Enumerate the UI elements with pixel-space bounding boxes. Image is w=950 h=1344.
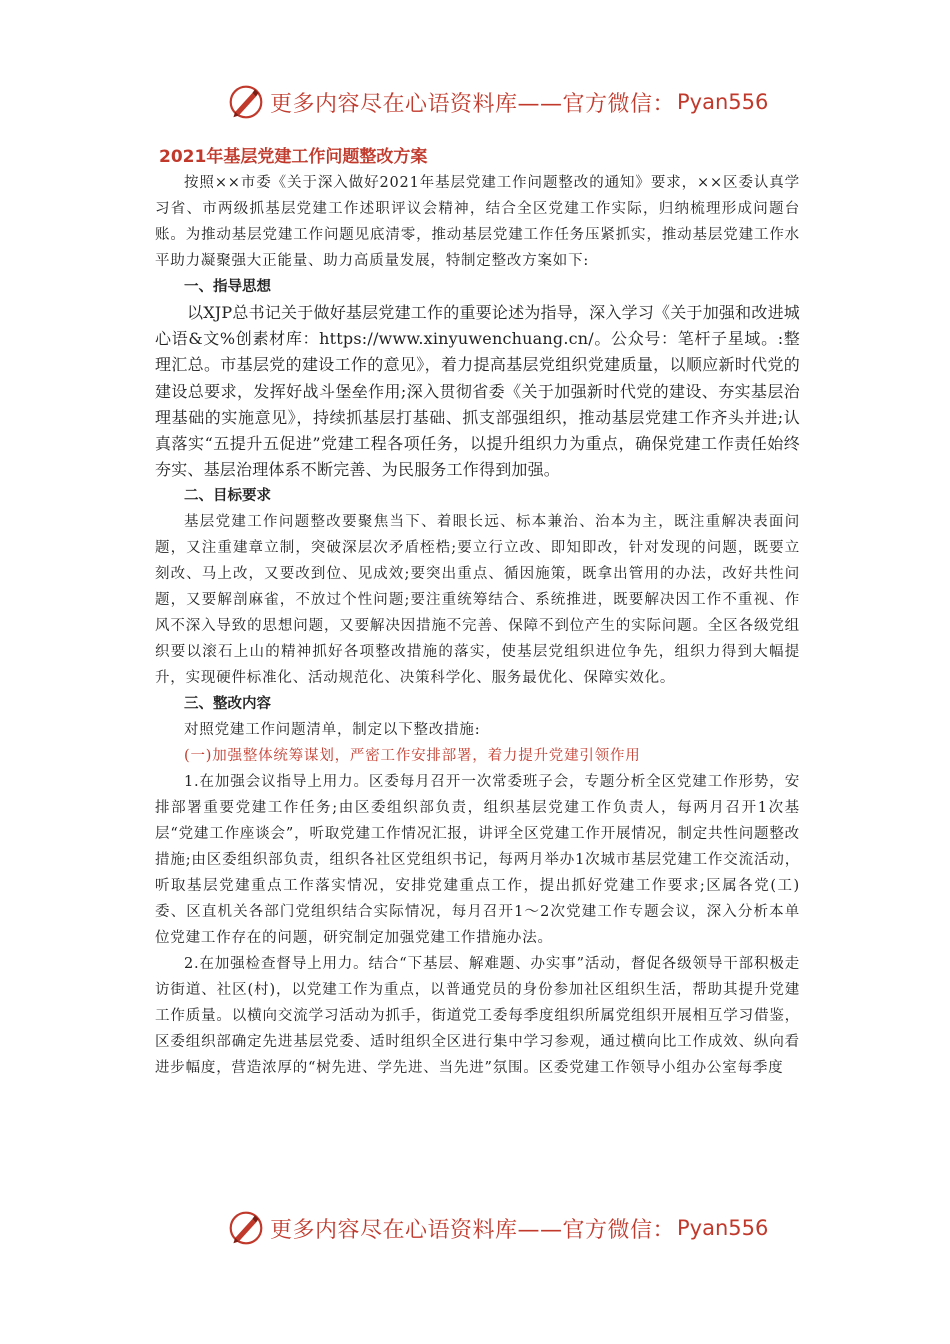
watermark-banner-bottom [228,1208,768,1248]
watermark-wechat-id: Pyan556 [677,90,769,114]
watermark-text: 更多内容尽在心语资料库——官方微信： [270,91,676,117]
measure-item-1: 1.在加强会议指导上用力。区委每月召开一次常委班子会，专题分析全区党建工作形势，安排部署重要党建工作任务;由区委组织部负责，组织基层党建工作负责人，每两月召开1次基层“党建工作座谈会”，听取党建工作情况汇报，讲评全区党建工作开展情况，制定共性问题整改措施;由区委组织部负责，组织各社区党组织书记，每两月举办1次城市基层党建工作交流活动，听取基层党建重点工作落实情况，安排党建重点工作，提出抓好党建工作要求;区属各党(工)委、区直机关各部门党组织结合实际情况，每月召开1～2次党建工作专题会议，深入分析本单位党建工作存在的问题，研究制定加强党建工作措施办法。 [155,774,800,947]
watermark-text: 更多内容尽在心语资料库——官方微信： [270,1217,676,1243]
intro-paragraph: 按照××市委《关于深入做好2021年基层党建工作问题整改的通知》要求，××区委认真学习省、市两级抓基层党建工作述职评议会精神，结合全区党建工作实际，归纳梳理形成问题台账。为推动基层党建工作问题见底清零，推动基层党建工作任务压紧抓实，推动基层党建工作水平助力凝聚强大正能量、助力高质量发展，特制定整改方案如下: [155,175,800,269]
section-body-goals: 基层党建工作问题整改要聚焦当下、着眼长远、标本兼治、治本为主，既注重解决表面问题，又注重建章立制，突破深层次矛盾桎梏;要立行立改、即知即改，针对发现的问题，既要立刻改、马上改，又要改到位、见成效;要突出重点、循因施策，既拿出管用的办法，改好共性问题，又要解剖麻雀，不放过个性问题;要注重统筹结合、系统推进，既要解决因工作不重视、作风不深入导致的思想问题，又要解决因措施不完善、保障不到位产生的实际问题。全区各级党组织要以滚石上山的精神抓好各项整改措施的落实，使基层党组织进位争先，组织力得到大幅提升，实现硬件标准化、活动规范化、决策科学化、服务最优化、保障实效化。 [155,514,800,687]
pen-logo-icon [228,1210,264,1246]
watermark-wechat-id: Pyan556 [677,1216,769,1240]
section-heading-goals: 二、目标要求 [184,487,271,505]
document-body [155,144,800,1081]
document-title: 2021年基层党建工作问题整改方案 [159,147,428,167]
subsection-heading-1: (一)加强整体统筹谋划，严密工作安排部署，着力提升党建引领作用 [184,748,641,765]
measure-item-2: 2.在加强检查督导上用力。结合“下基层、解难题、办实事”活动，督促各级领导干部积极走访街道、社区(村)，以党建工作为重点，以普通党员的身份参加社区组织生活，帮助其提升党建工作质量。以横向交流学习活动为抓手，街道党工委每季度组织所属党组织开展相互学习借鉴，区委组织部确定先进基层党委、适时组织全区进行集中学习参观，通过横向比工作成效、纵向看进步幅度，营造浓厚的“树先进、学先进、当先进”氛围。区委党建工作领导小组办公室每季度 [155,956,800,1077]
pen-logo-icon [228,84,264,120]
watermark-banner-top [228,82,768,122]
section-intro-rectification: 对照党建工作问题清单，制定以下整改措施: [184,722,481,739]
section-body-guiding-ideology: 以XJP总书记关于做好基层党建工作的重要论述为指导，深入学习《关于加强和改进城心语&文%创素材库：https://www.xinyuwenchuang.cn/。公众号：笔杆子星域。:整理汇总。市基层党的建设工作的意见》，着力提高基层党组织党建质量，以顺应新时代党的建设总要求，发挥好战斗堡垒作用;深入贯彻省委《关于加强新时代党的建设、夯实基层治理基础的实施意见》，持续抓基层打基础、抓支部强组织，推动基层党建工作齐头并进;认真落实“五提升五促进”党建工程各项任务，以提升组织力为重点，确保党建工作责任始终夯实、基层治理体系不断完善、为民服务工作得到加强。 [155,303,800,480]
section-heading-guiding-ideology: 一、指导思想 [184,278,271,295]
section-heading-rectification: 三、整改内容 [184,695,271,713]
